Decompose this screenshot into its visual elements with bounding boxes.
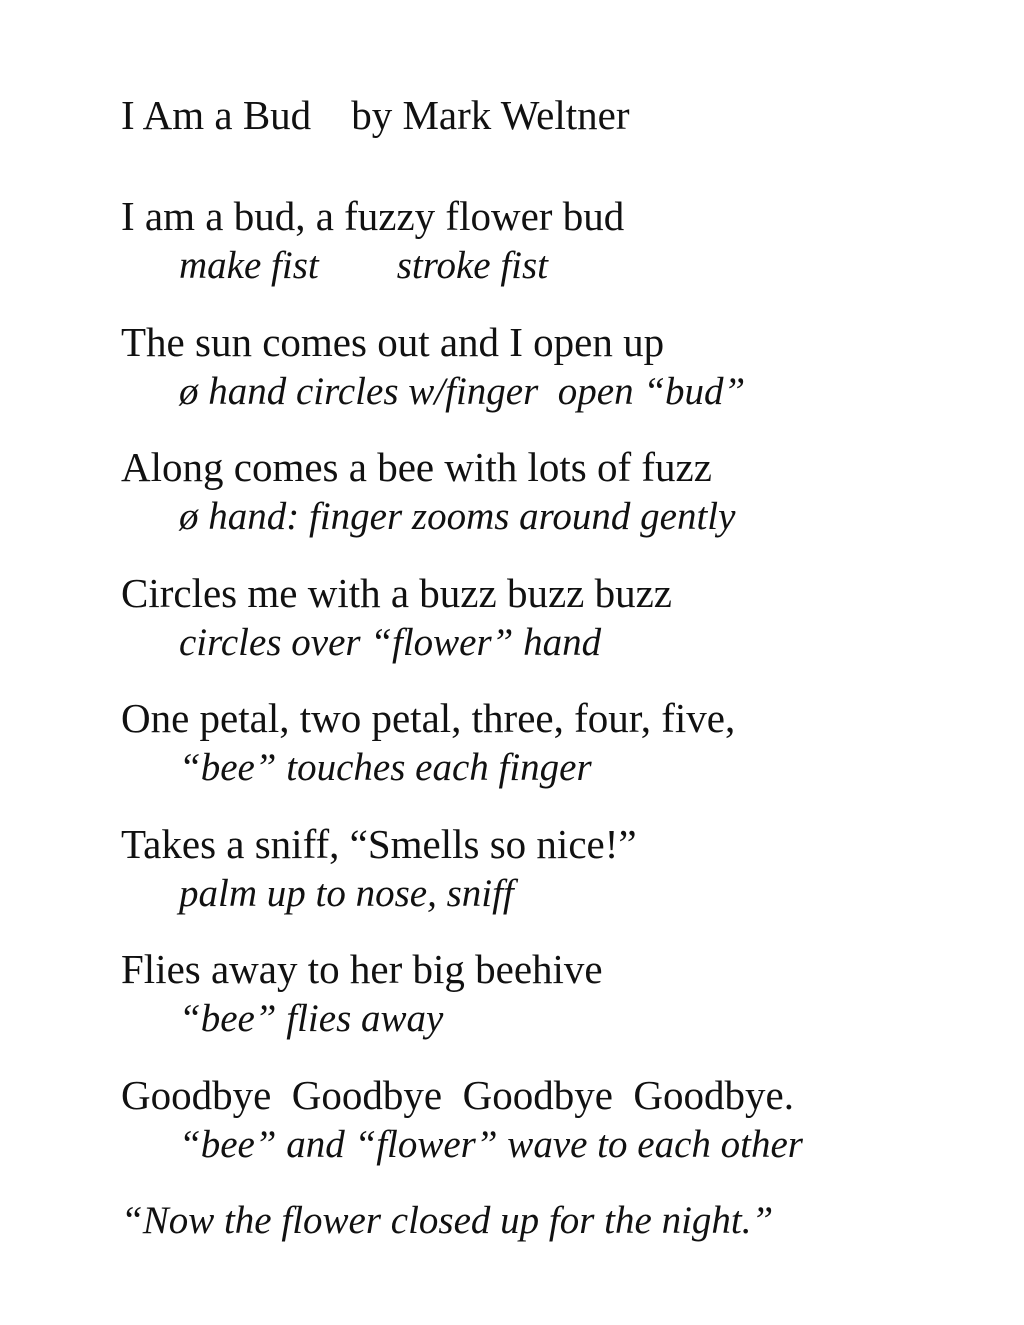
stanza-1 [121,191,624,291]
stanza-6 [121,819,637,919]
title-row [121,91,630,139]
stanza-line: I am a bud, a fuzzy flower bud [121,193,625,239]
stanza-action: ø hand circles w/finger open “bud” [179,370,746,413]
action-stroke-fist: stroke fist [396,244,549,287]
stanza-action: “bee” and “flower” wave to each other [179,1123,803,1166]
poem-author: by Mark Weltner [351,92,630,138]
stanza-7 [121,944,603,1044]
stanza-4 [121,568,672,668]
closing-line: “Now the flower closed up for the night.” [121,1199,774,1242]
stanza-line: Takes a sniff, “Smells so nice!” [121,821,637,867]
stanza-3 [121,442,735,542]
stanza-line: Circles me with a buzz buzz buzz [121,570,672,616]
poem-title: I Am a Bud [121,92,312,138]
stanza-5 [121,693,735,793]
stanza-action: palm up to nose, sniff [179,872,514,915]
stanza-line: The sun comes out and I open up [121,319,665,365]
stanza-action [179,241,624,291]
stanza-8 [121,1070,803,1170]
stanza-action: ø hand: finger zooms around gently [179,495,736,538]
stanza-action: “bee” touches each finger [179,746,592,789]
stanza-action: circles over “flower” hand [179,621,602,664]
action-make-fist: make fist [179,244,319,287]
stanza-2 [121,317,745,417]
stanza-line: One petal, two petal, three, four, five, [121,695,736,741]
stanza-line: Goodbye Goodbye Goodbye Goodbye. [121,1072,794,1118]
stanza-action: “bee” flies away [179,997,444,1040]
stanza-line: Along comes a bee with lots of fuzz [121,444,712,490]
stanza-line: Flies away to her big beehive [121,946,603,992]
